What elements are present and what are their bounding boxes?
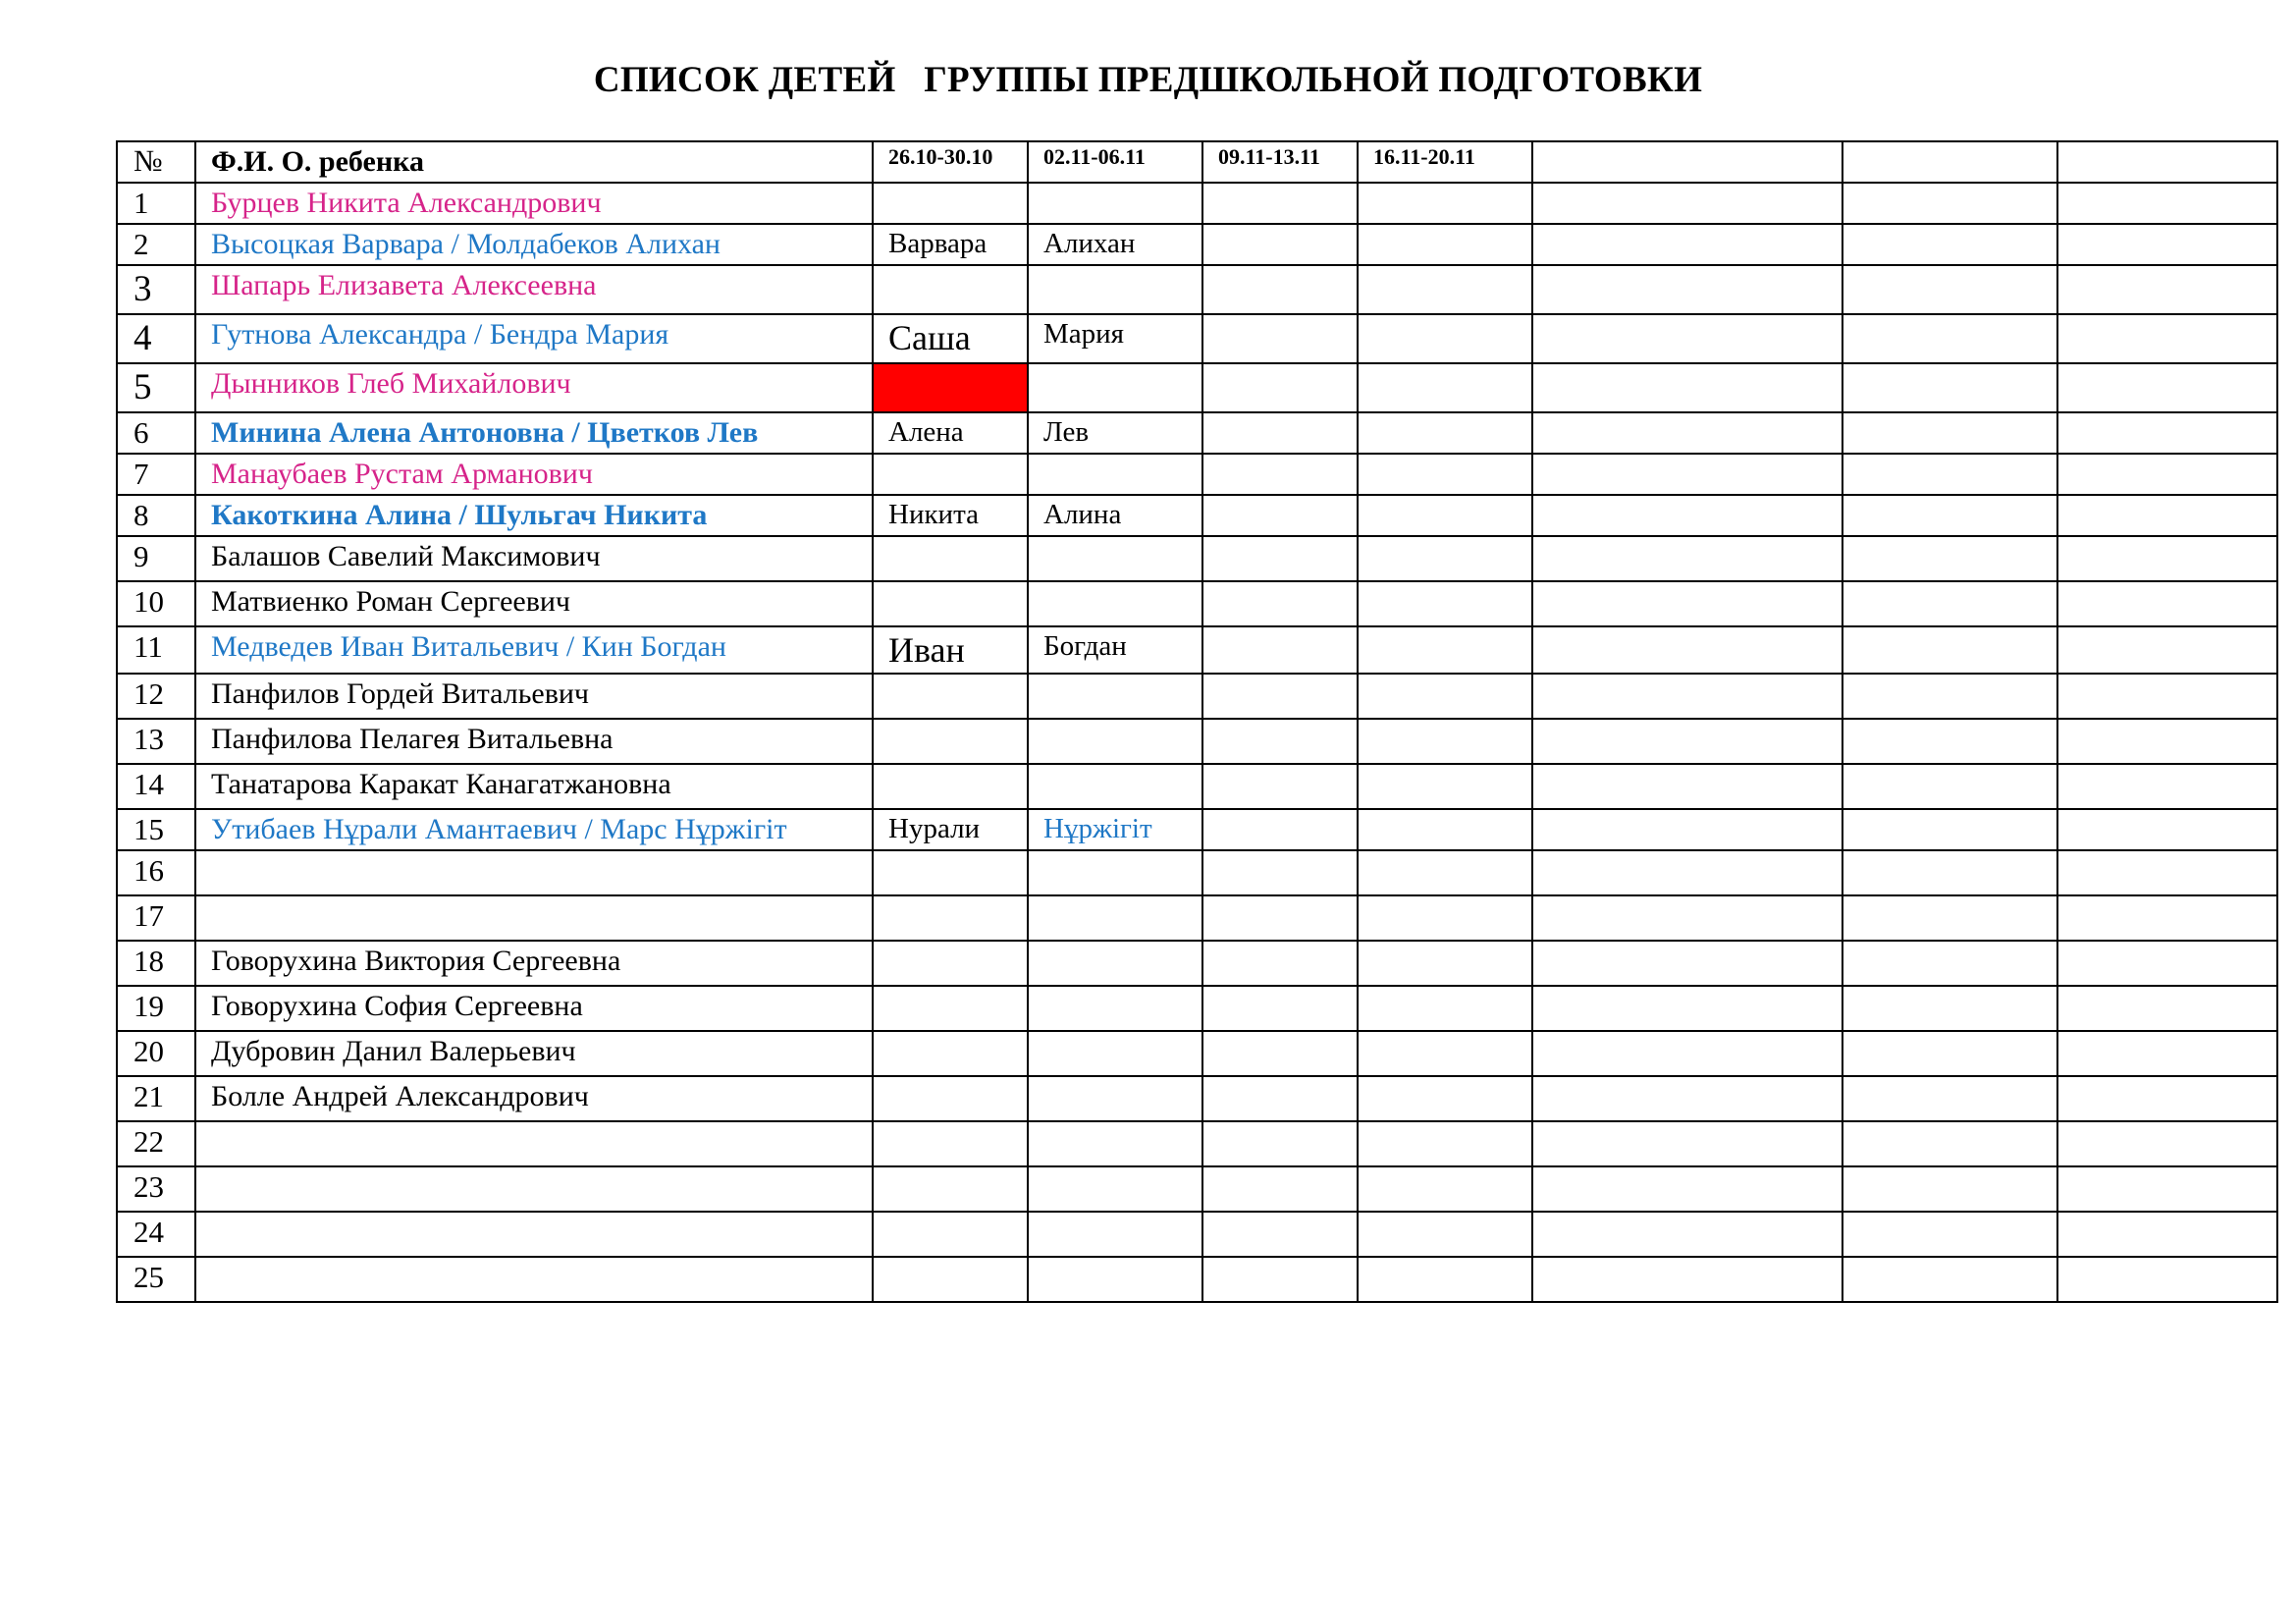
week-6-cell	[1842, 1212, 2057, 1257]
child-name: Утибаев Нұрали Амантаевич / Марс Нұржігіт	[195, 809, 873, 850]
week-3-cell	[1202, 719, 1358, 764]
header-week-7	[2057, 141, 2277, 183]
week-3-cell	[1202, 495, 1358, 536]
row-number: 8	[117, 495, 195, 536]
week-4-cell	[1358, 1166, 1532, 1212]
week-3-cell	[1202, 764, 1358, 809]
week-5-cell	[1532, 1166, 1842, 1212]
row-number: 23	[117, 1166, 195, 1212]
week-4-cell	[1358, 1121, 1532, 1166]
week-1-cell	[873, 1076, 1028, 1121]
week-5-cell	[1532, 1121, 1842, 1166]
child-name	[195, 895, 873, 941]
week-5-cell	[1532, 412, 1842, 454]
header-week-3: 09.11-13.11	[1202, 141, 1358, 183]
week-1-cell: Иван	[873, 626, 1028, 674]
week-6-cell	[1842, 719, 2057, 764]
week-2-cell	[1028, 1076, 1202, 1121]
row-number: 13	[117, 719, 195, 764]
table-row	[117, 1166, 2277, 1212]
week-6-cell	[1842, 895, 2057, 941]
week-7-cell	[2057, 183, 2277, 224]
row-number: 5	[117, 363, 195, 412]
child-name: Танатарова Каракат Канагатжановна	[195, 764, 873, 809]
week-1-cell	[873, 536, 1028, 581]
week-1-cell: Саша	[873, 314, 1028, 363]
week-4-cell	[1358, 412, 1532, 454]
week-4-cell	[1358, 809, 1532, 850]
row-number: 24	[117, 1212, 195, 1257]
row-number: 19	[117, 986, 195, 1031]
child-name: Говорухина София Сергеевна	[195, 986, 873, 1031]
table-row	[117, 674, 2277, 719]
header-child-name: Ф.И. О. ребенка	[195, 141, 873, 183]
child-name	[195, 1257, 873, 1302]
week-4-cell	[1358, 363, 1532, 412]
row-number: 22	[117, 1121, 195, 1166]
week-2-cell	[1028, 764, 1202, 809]
row-number: 25	[117, 1257, 195, 1302]
week-5-cell	[1532, 626, 1842, 674]
week-7-cell	[2057, 1212, 2277, 1257]
table-row	[117, 265, 2277, 314]
week-6-cell	[1842, 1121, 2057, 1166]
week-2-cell	[1028, 1121, 1202, 1166]
child-name	[195, 1212, 873, 1257]
week-7-cell	[2057, 986, 2277, 1031]
week-1-cell	[873, 1166, 1028, 1212]
week-4-cell	[1358, 224, 1532, 265]
week-2-cell	[1028, 1257, 1202, 1302]
week-1-cell: Нурали	[873, 809, 1028, 850]
table-row	[117, 1076, 2277, 1121]
week-2-cell: Алина	[1028, 495, 1202, 536]
table-row	[117, 314, 2277, 363]
week-2-cell	[1028, 1212, 1202, 1257]
table-row	[117, 1121, 2277, 1166]
week-4-cell	[1358, 1257, 1532, 1302]
week-2-cell	[1028, 1031, 1202, 1076]
child-name: Манаубаев Рустам Арманович	[195, 454, 873, 495]
week-4-cell	[1358, 1076, 1532, 1121]
table-row	[117, 719, 2277, 764]
week-1-cell	[873, 1257, 1028, 1302]
row-number: 3	[117, 265, 195, 314]
row-number: 9	[117, 536, 195, 581]
week-5-cell	[1532, 719, 1842, 764]
child-name: Матвиенко Роман Сергеевич	[195, 581, 873, 626]
row-number: 16	[117, 850, 195, 895]
week-3-cell	[1202, 1076, 1358, 1121]
week-2-cell	[1028, 895, 1202, 941]
week-5-cell	[1532, 986, 1842, 1031]
table-row	[117, 626, 2277, 674]
week-2-cell	[1028, 1166, 1202, 1212]
week-1-cell	[873, 454, 1028, 495]
table-row	[117, 764, 2277, 809]
header-week-1: 26.10-30.10	[873, 141, 1028, 183]
week-2-cell: Лев	[1028, 412, 1202, 454]
week-7-cell	[2057, 1121, 2277, 1166]
week-6-cell	[1842, 626, 2057, 674]
week-4-cell	[1358, 986, 1532, 1031]
week-7-cell	[2057, 1076, 2277, 1121]
week-7-cell	[2057, 1031, 2277, 1076]
week-6-cell	[1842, 536, 2057, 581]
row-number: 11	[117, 626, 195, 674]
week-5-cell	[1532, 363, 1842, 412]
week-7-cell	[2057, 850, 2277, 895]
week-6-cell	[1842, 941, 2057, 986]
week-2-cell: Богдан	[1028, 626, 1202, 674]
week-3-cell	[1202, 224, 1358, 265]
week-3-cell	[1202, 895, 1358, 941]
week-2-cell	[1028, 363, 1202, 412]
week-1-cell	[873, 363, 1028, 412]
week-2-cell	[1028, 986, 1202, 1031]
row-number: 20	[117, 1031, 195, 1076]
header-number: №	[117, 141, 195, 183]
week-3-cell	[1202, 1121, 1358, 1166]
week-6-cell	[1842, 224, 2057, 265]
week-1-cell: Алена	[873, 412, 1028, 454]
table-row	[117, 412, 2277, 454]
table-header-row	[117, 141, 2277, 183]
week-2-cell	[1028, 536, 1202, 581]
week-5-cell	[1532, 895, 1842, 941]
week-7-cell	[2057, 581, 2277, 626]
week-1-cell	[873, 850, 1028, 895]
week-5-cell	[1532, 495, 1842, 536]
week-3-cell	[1202, 412, 1358, 454]
week-3-cell	[1202, 581, 1358, 626]
week-7-cell	[2057, 764, 2277, 809]
week-5-cell	[1532, 224, 1842, 265]
week-4-cell	[1358, 850, 1532, 895]
week-5-cell	[1532, 265, 1842, 314]
child-name: Бурцев Никита Александрович	[195, 183, 873, 224]
week-3-cell	[1202, 1212, 1358, 1257]
child-name: Панфилова Пелагея Витальевна	[195, 719, 873, 764]
week-5-cell	[1532, 1076, 1842, 1121]
row-number: 12	[117, 674, 195, 719]
week-1-cell	[873, 986, 1028, 1031]
week-1-cell	[873, 1212, 1028, 1257]
week-3-cell	[1202, 314, 1358, 363]
table-row	[117, 581, 2277, 626]
table-row	[117, 850, 2277, 895]
row-number: 10	[117, 581, 195, 626]
row-number: 18	[117, 941, 195, 986]
week-4-cell	[1358, 265, 1532, 314]
child-name: Балашов Савелий Максимович	[195, 536, 873, 581]
week-1-cell	[873, 183, 1028, 224]
week-4-cell	[1358, 454, 1532, 495]
week-1-cell	[873, 719, 1028, 764]
week-3-cell	[1202, 363, 1358, 412]
week-3-cell	[1202, 536, 1358, 581]
week-5-cell	[1532, 454, 1842, 495]
week-5-cell	[1532, 674, 1842, 719]
week-1-cell: Варвара	[873, 224, 1028, 265]
week-4-cell	[1358, 495, 1532, 536]
children-roster-table	[116, 140, 2278, 1303]
week-6-cell	[1842, 363, 2057, 412]
week-5-cell	[1532, 809, 1842, 850]
week-6-cell	[1842, 1257, 2057, 1302]
week-7-cell	[2057, 1166, 2277, 1212]
week-3-cell	[1202, 986, 1358, 1031]
week-3-cell	[1202, 265, 1358, 314]
week-2-cell	[1028, 850, 1202, 895]
week-1-cell	[873, 1121, 1028, 1166]
week-4-cell	[1358, 1031, 1532, 1076]
week-5-cell	[1532, 314, 1842, 363]
week-7-cell	[2057, 224, 2277, 265]
week-4-cell	[1358, 941, 1532, 986]
week-1-cell	[873, 674, 1028, 719]
child-name	[195, 850, 873, 895]
week-7-cell	[2057, 895, 2277, 941]
week-1-cell	[873, 764, 1028, 809]
week-7-cell	[2057, 674, 2277, 719]
table-row	[117, 941, 2277, 986]
week-5-cell	[1532, 536, 1842, 581]
week-4-cell	[1358, 581, 1532, 626]
table-row	[117, 1257, 2277, 1302]
week-6-cell	[1842, 674, 2057, 719]
week-7-cell	[2057, 719, 2277, 764]
week-7-cell	[2057, 495, 2277, 536]
week-3-cell	[1202, 454, 1358, 495]
child-name	[195, 1121, 873, 1166]
week-3-cell	[1202, 674, 1358, 719]
child-name: Минина Алена Антоновна / Цветков Лев	[195, 412, 873, 454]
header-week-5	[1532, 141, 1842, 183]
table-row	[117, 809, 2277, 850]
week-3-cell	[1202, 809, 1358, 850]
child-name: Шапарь Елизавета Алексеевна	[195, 265, 873, 314]
week-5-cell	[1532, 1257, 1842, 1302]
week-5-cell	[1532, 1031, 1842, 1076]
week-7-cell	[2057, 941, 2277, 986]
week-6-cell	[1842, 454, 2057, 495]
week-3-cell	[1202, 1257, 1358, 1302]
week-5-cell	[1532, 850, 1842, 895]
week-6-cell	[1842, 1031, 2057, 1076]
week-2-cell	[1028, 719, 1202, 764]
week-7-cell	[2057, 265, 2277, 314]
table-row	[117, 495, 2277, 536]
week-4-cell	[1358, 183, 1532, 224]
week-4-cell	[1358, 895, 1532, 941]
row-number: 21	[117, 1076, 195, 1121]
table-row	[117, 895, 2277, 941]
header-week-2: 02.11-06.11	[1028, 141, 1202, 183]
row-number: 7	[117, 454, 195, 495]
week-6-cell	[1842, 495, 2057, 536]
week-6-cell	[1842, 986, 2057, 1031]
child-name: Гутнова Александра / Бендра Мария	[195, 314, 873, 363]
table-row	[117, 1212, 2277, 1257]
row-number: 1	[117, 183, 195, 224]
week-6-cell	[1842, 183, 2057, 224]
row-number: 14	[117, 764, 195, 809]
row-number: 17	[117, 895, 195, 941]
child-name: Дубровин Данил Валерьевич	[195, 1031, 873, 1076]
row-number: 2	[117, 224, 195, 265]
week-1-cell	[873, 1031, 1028, 1076]
week-3-cell	[1202, 1031, 1358, 1076]
week-2-cell: Нұржігіт	[1028, 809, 1202, 850]
week-7-cell	[2057, 412, 2277, 454]
week-4-cell	[1358, 626, 1532, 674]
week-7-cell	[2057, 363, 2277, 412]
week-6-cell	[1842, 764, 2057, 809]
week-7-cell	[2057, 809, 2277, 850]
week-3-cell	[1202, 941, 1358, 986]
week-7-cell	[2057, 314, 2277, 363]
child-name: Болле Андрей Александрович	[195, 1076, 873, 1121]
table-row	[117, 454, 2277, 495]
week-2-cell	[1028, 265, 1202, 314]
week-4-cell	[1358, 1212, 1532, 1257]
week-6-cell	[1842, 412, 2057, 454]
week-4-cell	[1358, 719, 1532, 764]
week-6-cell	[1842, 809, 2057, 850]
week-6-cell	[1842, 581, 2057, 626]
week-6-cell	[1842, 1166, 2057, 1212]
week-6-cell	[1842, 1076, 2057, 1121]
week-3-cell	[1202, 183, 1358, 224]
week-2-cell	[1028, 674, 1202, 719]
page-title: СПИСОК ДЕТЕЙ ГРУППЫ ПРЕДШКОЛЬНОЙ ПОДГОТОВКИ	[593, 60, 1703, 100]
week-5-cell	[1532, 183, 1842, 224]
week-7-cell	[2057, 1257, 2277, 1302]
child-name: Говорухина Виктория Сергеевна	[195, 941, 873, 986]
week-7-cell	[2057, 626, 2277, 674]
child-name	[195, 1166, 873, 1212]
week-7-cell	[2057, 536, 2277, 581]
child-name: Дынников Глеб Михайлович	[195, 363, 873, 412]
week-1-cell	[873, 265, 1028, 314]
week-6-cell	[1842, 850, 2057, 895]
week-3-cell	[1202, 850, 1358, 895]
child-name: Панфилов Гордей Витальевич	[195, 674, 873, 719]
header-week-6	[1842, 141, 2057, 183]
header-week-4: 16.11-20.11	[1358, 141, 1532, 183]
week-5-cell	[1532, 941, 1842, 986]
week-7-cell	[2057, 454, 2277, 495]
week-2-cell	[1028, 941, 1202, 986]
week-2-cell	[1028, 183, 1202, 224]
week-3-cell	[1202, 1166, 1358, 1212]
table-row	[117, 536, 2277, 581]
week-6-cell	[1842, 265, 2057, 314]
table-row	[117, 363, 2277, 412]
week-6-cell	[1842, 314, 2057, 363]
week-3-cell	[1202, 626, 1358, 674]
week-2-cell	[1028, 454, 1202, 495]
week-1-cell: Никита	[873, 495, 1028, 536]
table-row	[117, 986, 2277, 1031]
row-number: 4	[117, 314, 195, 363]
week-5-cell	[1532, 1212, 1842, 1257]
week-1-cell	[873, 895, 1028, 941]
child-name: Высоцкая Варвара / Молдабеков Алихан	[195, 224, 873, 265]
week-4-cell	[1358, 764, 1532, 809]
row-number: 6	[117, 412, 195, 454]
week-5-cell	[1532, 581, 1842, 626]
table-row	[117, 1031, 2277, 1076]
week-1-cell	[873, 581, 1028, 626]
child-name: Медведев Иван Витальевич / Кин Богдан	[195, 626, 873, 674]
week-4-cell	[1358, 536, 1532, 581]
row-number: 15	[117, 809, 195, 850]
week-5-cell	[1532, 764, 1842, 809]
child-name: Какоткина Алина / Шульгач Никита	[195, 495, 873, 536]
table-row	[117, 224, 2277, 265]
week-2-cell: Мария	[1028, 314, 1202, 363]
week-2-cell	[1028, 581, 1202, 626]
week-2-cell: Алихан	[1028, 224, 1202, 265]
week-1-cell	[873, 941, 1028, 986]
week-4-cell	[1358, 674, 1532, 719]
table-row	[117, 183, 2277, 224]
week-4-cell	[1358, 314, 1532, 363]
